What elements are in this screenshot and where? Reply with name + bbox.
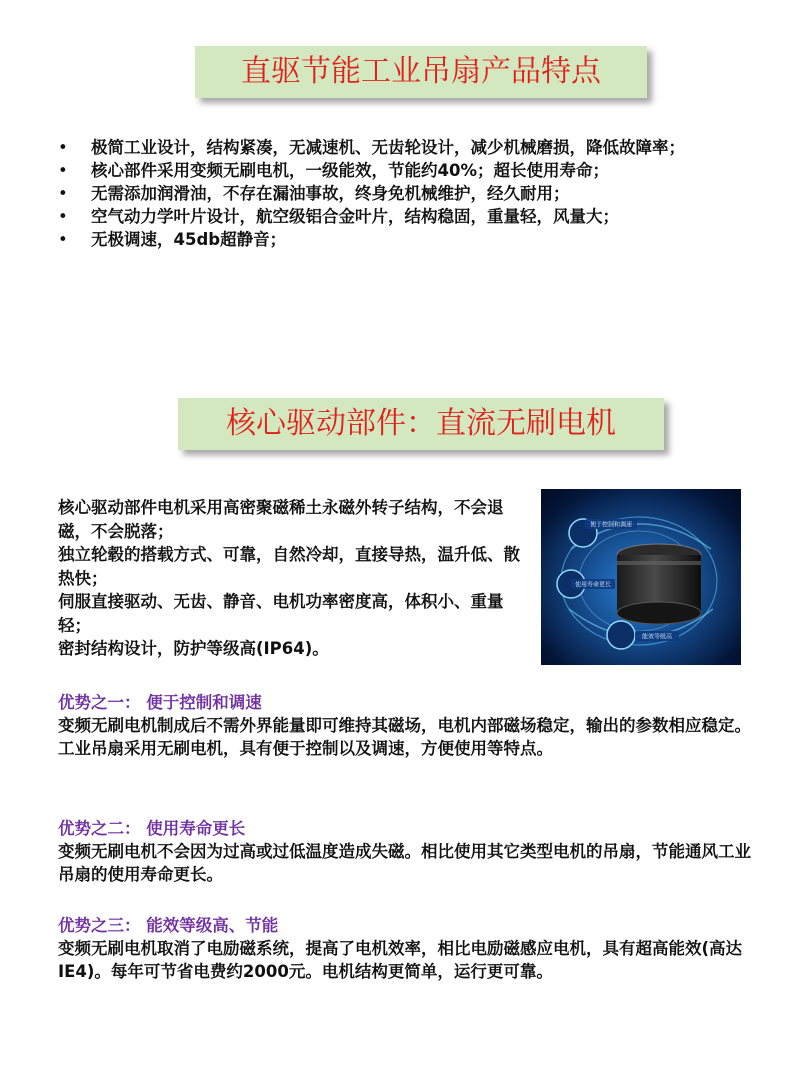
list-item: • 核心部件采用变频无刷电机，一级能效，节能约40%；超长使用寿命；	[58, 159, 758, 182]
motor-image-label: 便于控制和调速	[589, 521, 633, 529]
motor-paragraph: 独立轮毂的搭载方式、可靠，自然冷却，直接导热，温升低、散热快；	[58, 545, 520, 588]
advantage-heading: 优势之三： 能效等级高、节能	[58, 916, 279, 935]
advantage-block	[58, 817, 758, 886]
advantage-text: 变频无刷电机不会因为过高或过低温度造成失磁。相比使用其它类型电机的吊扇，节能通风工业吊扇的使用寿命更长。	[58, 842, 751, 884]
advantage-text: 变频无刷电机取消了电励磁系统，提高了电机效率，相比电励磁感应电机，具有超高能效(高达IE4)。每年可节省电费约2000元。电机结构更简单，运行更可靠。	[58, 939, 743, 981]
advantage-heading: 优势之一： 便于控制和调速	[58, 693, 262, 712]
motor-paragraph: 密封结构设计，防护等级高(IP64)。	[58, 639, 329, 658]
list-item: • 无需添加润滑油，不存在漏油事故，终身免机械维护，经久耐用；	[58, 182, 758, 205]
advantage-block	[58, 914, 758, 983]
motor-image-label: 使用寿命更长	[574, 581, 612, 589]
advantage-block	[58, 691, 758, 760]
motor-paragraph: 伺服直接驱动、无齿、静音、电机功率密度高，体积小、重量轻；	[58, 592, 504, 635]
list-item: • 极简工业设计，结构紧凑，无减速机、无齿轮设计，减少机械磨损，降低故障率；	[58, 136, 758, 159]
feature-list	[58, 136, 758, 251]
motor-paragraph: 核心驱动部件电机采用高密聚磁稀土永磁外转子结构，不会退磁，不会脱落；	[58, 498, 504, 541]
list-item: • 空气动力学叶片设计，航空级铝合金叶片，结构稳固，重量轻，风量大；	[58, 205, 758, 228]
advantage-text: 工业吊扇采用无刷电机，具有便于控制以及调速，方便使用等特点。	[58, 739, 553, 758]
section1-title: 直驱节能工业吊扇产品特点	[195, 46, 647, 98]
motor-image	[541, 489, 741, 665]
list-item: • 无极调速，45db超静音；	[58, 228, 758, 251]
section2-title: 核心驱动部件：直流无刷电机	[178, 398, 664, 450]
motor-description	[58, 496, 528, 661]
advantage-text: 变频无刷电机制成后不需外界能量即可维持其磁场，电机内部磁场稳定，输出的参数相应稳定。	[58, 716, 751, 735]
advantage-heading: 优势之二： 使用寿命更长	[58, 819, 246, 838]
motor-image-label: 能效等级高	[641, 633, 673, 641]
